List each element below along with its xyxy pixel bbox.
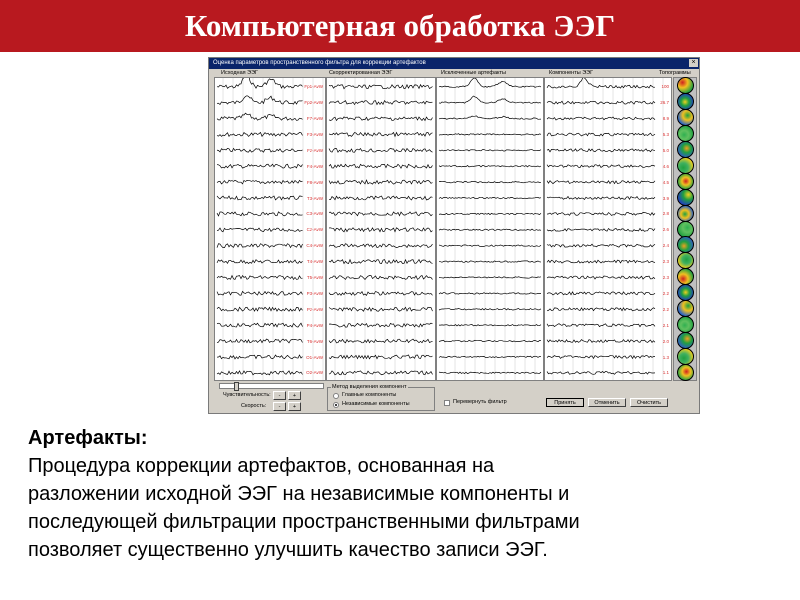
eeg-trace bbox=[329, 292, 433, 296]
component-value: 2.8 bbox=[662, 211, 669, 217]
topogram-map bbox=[677, 252, 694, 269]
component-value: 2.3 bbox=[662, 259, 669, 265]
topogram-map bbox=[677, 221, 694, 238]
eeg-trace bbox=[217, 291, 303, 295]
component-value: 3.9 bbox=[662, 195, 669, 201]
topogram-map bbox=[677, 109, 694, 126]
topogram-map bbox=[677, 300, 694, 317]
eeg-panel-original[interactable] bbox=[214, 77, 326, 381]
eeg-trace bbox=[439, 116, 541, 119]
topogram-map bbox=[677, 77, 694, 94]
eeg-trace bbox=[329, 196, 433, 200]
channel-label: Fz-AvW bbox=[307, 147, 323, 153]
eeg-panel-components[interactable] bbox=[544, 77, 672, 381]
eeg-trace bbox=[329, 371, 433, 375]
channel-label: F3-AvW bbox=[306, 131, 323, 137]
topogram-map bbox=[677, 205, 694, 222]
topogram-map bbox=[677, 284, 694, 301]
window-title-bar bbox=[209, 58, 699, 69]
controls-area bbox=[209, 384, 699, 414]
eeg-trace bbox=[217, 371, 303, 375]
eeg-trace bbox=[329, 276, 433, 280]
component-value: 5.3 bbox=[662, 131, 669, 137]
eeg-trace bbox=[329, 339, 433, 343]
method-groupbox bbox=[327, 387, 435, 411]
channel-label: F4-AvW bbox=[306, 163, 323, 169]
eeg-trace bbox=[217, 148, 303, 152]
eeg-trace bbox=[439, 96, 541, 103]
channel-label: T3-AvW bbox=[306, 195, 323, 201]
speed-label: Скорость: bbox=[241, 403, 267, 409]
scroll-slider[interactable] bbox=[219, 383, 324, 389]
eeg-trace bbox=[329, 307, 433, 311]
eeg-trace bbox=[439, 245, 541, 247]
apply-button[interactable]: Принять bbox=[546, 398, 584, 407]
eeg-trace bbox=[439, 372, 541, 374]
eeg-trace bbox=[329, 101, 433, 105]
eeg-trace bbox=[217, 355, 303, 359]
panel-header-components: Компоненты ЭЭГ bbox=[549, 70, 594, 76]
eeg-trace bbox=[329, 260, 433, 264]
topogram-map bbox=[677, 189, 694, 206]
eeg-trace bbox=[217, 164, 303, 168]
eeg-trace bbox=[217, 276, 303, 280]
eeg-traces bbox=[437, 78, 543, 380]
eeg-traces bbox=[327, 78, 435, 380]
component-value: 100 bbox=[661, 84, 669, 90]
eeg-trace bbox=[439, 229, 541, 230]
topogram-map bbox=[677, 157, 694, 174]
window-title: Оценка параметров пространственного фильтра для коррекции артефактов bbox=[213, 60, 426, 66]
component-value: 2.0 bbox=[662, 338, 669, 344]
principal-components-label: Главные компоненты bbox=[342, 392, 397, 398]
panel-header-corrected: Скорректированная ЭЭГ bbox=[329, 70, 393, 76]
channel-label: P3-AvW bbox=[306, 290, 323, 296]
eeg-trace bbox=[329, 148, 433, 152]
speed-plus-button[interactable]: + bbox=[288, 402, 301, 411]
eeg-trace bbox=[217, 96, 303, 105]
eeg-trace bbox=[217, 133, 303, 137]
channel-label: Fp1-AvW bbox=[304, 84, 323, 90]
invert-filter-checkbox[interactable] bbox=[444, 400, 450, 406]
channel-label: O1-AvW bbox=[306, 354, 323, 360]
channel-label: Pz-AvW bbox=[306, 306, 323, 312]
topogram-map bbox=[677, 141, 694, 158]
component-value: 2.3 bbox=[662, 275, 669, 280]
eeg-trace bbox=[217, 228, 303, 232]
component-value: 4.5 bbox=[662, 179, 669, 185]
eeg-trace bbox=[439, 78, 541, 87]
filter-dialog-window bbox=[208, 57, 700, 414]
sensitivity-minus-button[interactable]: - bbox=[273, 391, 286, 400]
topogram-map bbox=[677, 173, 694, 190]
method-group-label: Метод выделения компонент bbox=[332, 384, 407, 390]
eeg-trace bbox=[439, 356, 541, 357]
topogram-map bbox=[677, 332, 694, 349]
panel-header-topograms: Топограммы bbox=[659, 70, 691, 76]
speed-minus-button[interactable]: - bbox=[273, 402, 286, 411]
eeg-trace bbox=[439, 150, 541, 151]
cancel-button[interactable]: Отменить bbox=[588, 398, 626, 407]
eeg-trace bbox=[329, 323, 433, 327]
channel-label: P4-AvW bbox=[306, 322, 323, 328]
sensitivity-label: Чувствительность: bbox=[223, 392, 271, 398]
eeg-trace bbox=[217, 323, 303, 327]
component-value: 2.2 bbox=[662, 290, 669, 296]
close-icon[interactable]: × bbox=[689, 59, 698, 67]
slide-title: Компьютерная обработка ЭЭГ bbox=[0, 0, 800, 52]
channel-label: C3-AvW bbox=[306, 211, 323, 217]
channel-label: Cz-AvW bbox=[306, 227, 323, 233]
eeg-trace bbox=[217, 196, 303, 200]
topogram-map bbox=[677, 236, 694, 253]
topogram-map bbox=[677, 348, 694, 365]
component-value: 2.2 bbox=[662, 306, 669, 312]
eeg-trace bbox=[439, 293, 541, 295]
channel-label: T5-AvW bbox=[306, 275, 323, 280]
topogram-map bbox=[677, 268, 694, 285]
component-value: 2.1 bbox=[662, 322, 669, 328]
component-value: 1.1 bbox=[662, 370, 669, 376]
radio-independent-components[interactable] bbox=[333, 402, 339, 408]
clear-button[interactable]: Очистить bbox=[630, 398, 668, 407]
eeg-trace bbox=[217, 260, 303, 264]
eeg-trace bbox=[217, 244, 303, 248]
eeg-trace bbox=[329, 85, 433, 89]
eeg-trace bbox=[439, 309, 541, 311]
component-value: 1.3 bbox=[662, 354, 669, 360]
channel-label: T6-AvW bbox=[306, 338, 323, 344]
eeg-trace bbox=[329, 180, 433, 184]
eeg-trace bbox=[439, 197, 541, 198]
eeg-trace bbox=[329, 133, 433, 137]
component-value: 2.6 bbox=[662, 227, 669, 233]
panel-header-original: Исходная ЭЭГ bbox=[221, 70, 259, 76]
eeg-trace bbox=[439, 340, 541, 342]
eeg-trace bbox=[439, 166, 541, 167]
channel-label: F7-AvW bbox=[306, 116, 323, 121]
eeg-trace bbox=[439, 181, 541, 183]
eeg-panel-artifacts[interactable] bbox=[436, 77, 544, 381]
description-paragraph: Процедура коррекции артефактов, основанная на разложении исходной ЭЭГ на независимые компоненты и последующей фильтрации пространственными фильтрами позволяет существенно улучшить качество записи ЭЭГ. bbox=[28, 455, 580, 561]
invert-filter-label: Перевернуть фильтр bbox=[453, 399, 507, 405]
eeg-trace bbox=[217, 78, 303, 88]
panel-header-artifacts: Исключенные артефакты bbox=[441, 70, 506, 76]
channel-label: C4-AvW bbox=[306, 243, 323, 249]
independent-components-label: Независимые компоненты bbox=[342, 401, 410, 407]
sensitivity-plus-button[interactable]: + bbox=[288, 391, 301, 400]
topogram-map bbox=[677, 316, 694, 333]
channel-label: Fp2-AvW bbox=[304, 100, 323, 106]
channel-label: T4-AvW bbox=[306, 259, 323, 265]
eeg-trace bbox=[439, 261, 541, 263]
eeg-trace bbox=[217, 307, 303, 311]
eeg-trace bbox=[439, 325, 541, 326]
component-value: 2.4 bbox=[662, 243, 669, 249]
topogram-map bbox=[677, 364, 694, 381]
eeg-trace bbox=[217, 113, 303, 120]
eeg-trace bbox=[217, 212, 303, 216]
description-heading: Артефакты: bbox=[28, 427, 148, 449]
eeg-trace bbox=[329, 244, 433, 248]
component-value: 4.6 bbox=[662, 163, 669, 169]
topogram-map bbox=[677, 125, 694, 142]
eeg-trace bbox=[439, 134, 541, 135]
eeg-panel-corrected[interactable] bbox=[326, 77, 436, 381]
eeg-trace bbox=[329, 164, 433, 168]
topogram-map bbox=[677, 93, 694, 110]
component-value: 26.7 bbox=[660, 100, 669, 106]
component-value: 8.9 bbox=[662, 116, 669, 121]
topogram-column bbox=[673, 77, 697, 381]
eeg-trace bbox=[439, 213, 541, 214]
eeg-traces bbox=[545, 78, 671, 380]
description-text bbox=[28, 424, 788, 564]
eeg-trace bbox=[439, 277, 541, 279]
eeg-trace bbox=[329, 212, 433, 216]
eeg-trace bbox=[217, 339, 303, 343]
eeg-trace bbox=[329, 228, 433, 232]
channel-label: O2-AvW bbox=[306, 370, 323, 376]
channel-label: F8-AvW bbox=[306, 179, 323, 185]
eeg-trace bbox=[329, 117, 433, 121]
radio-principal-components[interactable] bbox=[333, 393, 339, 399]
eeg-trace bbox=[217, 180, 303, 184]
eeg-trace bbox=[329, 355, 433, 359]
scroll-slider-thumb[interactable] bbox=[234, 382, 239, 391]
component-value: 5.0 bbox=[662, 147, 669, 153]
